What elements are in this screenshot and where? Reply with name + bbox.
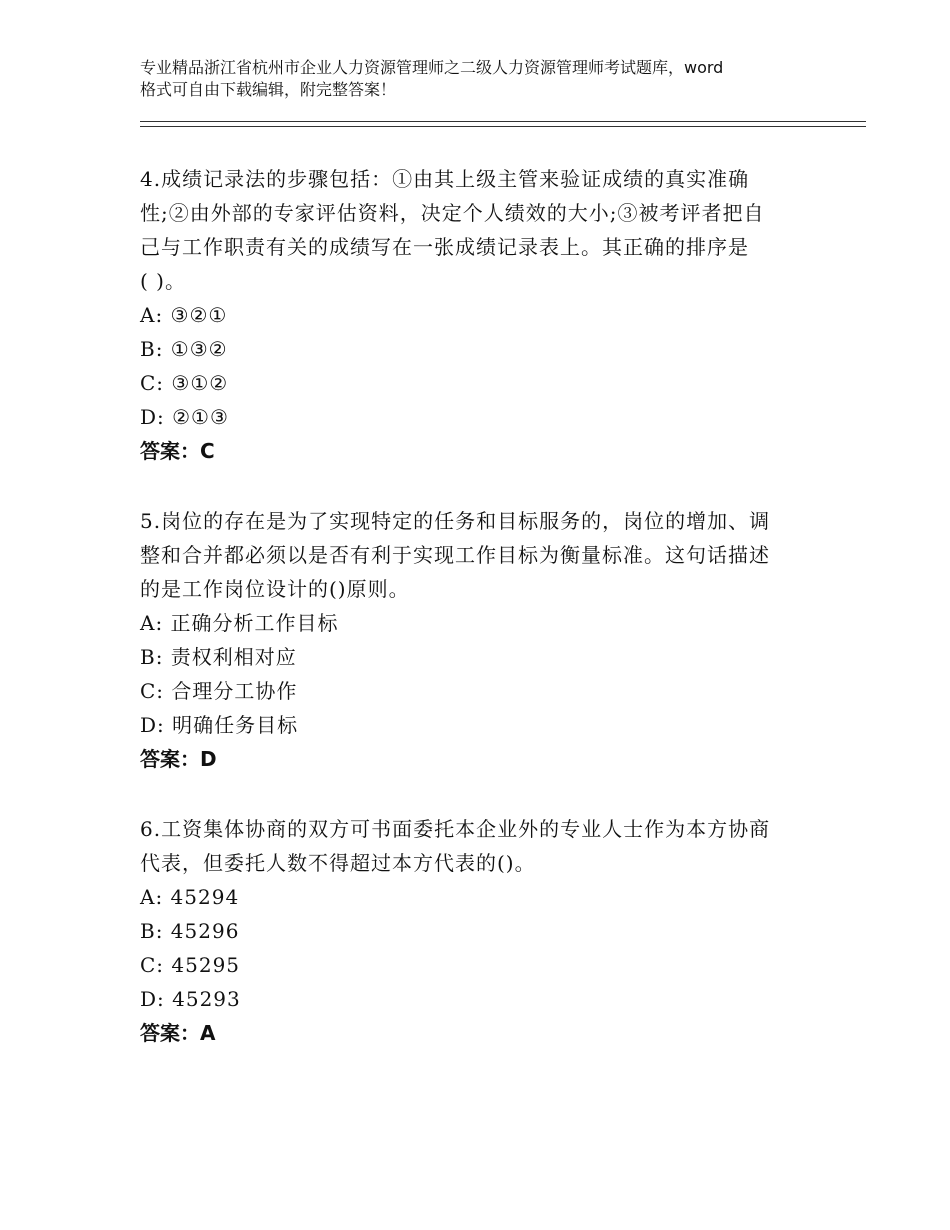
question-stem bbox=[140, 504, 820, 606]
option-c: C: 合理分工协作 bbox=[140, 679, 298, 703]
option-b: B: 45296 bbox=[140, 919, 240, 943]
stem-line: 5.岗位的存在是为了实现特定的任务和目标服务的，岗位的增加、调 bbox=[140, 509, 771, 533]
question-stem bbox=[140, 162, 820, 298]
stem-line: ( )。 bbox=[140, 269, 186, 293]
answer-label: 答案：A bbox=[140, 1021, 216, 1045]
header-divider bbox=[140, 121, 866, 127]
option-a: A: 45294 bbox=[140, 885, 240, 909]
question-5 bbox=[140, 504, 820, 776]
option-d: D: 明确任务目标 bbox=[140, 713, 299, 737]
stem-line: 性;②由外部的专家评估资料，决定个人绩效的大小;③被考评者把自 bbox=[140, 201, 765, 225]
option-b: B: 责权利相对应 bbox=[140, 645, 297, 669]
option-c: C: 45295 bbox=[140, 953, 241, 977]
option-c: C: ③①② bbox=[140, 371, 229, 395]
header-line: 专业精品浙江省杭州市企业人力资源管理师之二级人力资源管理师考试题库，word bbox=[140, 58, 724, 77]
stem-line: 的是工作岗位设计的()原则。 bbox=[140, 577, 410, 601]
option-b: B: ①③② bbox=[140, 337, 228, 361]
option-d: D: ②①③ bbox=[140, 405, 229, 429]
stem-line: 4.成绩记录法的步骤包括：①由其上级主管来验证成绩的真实准确 bbox=[140, 167, 750, 191]
stem-line: 6.工资集体协商的双方可书面委托本企业外的专业人士作为本方协商 bbox=[140, 817, 771, 841]
stem-line: 代表，但委托人数不得超过本方代表的()。 bbox=[140, 851, 536, 875]
stem-line: 整和合并都必须以是否有利于实现工作目标为衡量标准。这句话描述 bbox=[140, 543, 770, 567]
question-4 bbox=[140, 162, 820, 468]
option-d: D: 45293 bbox=[140, 987, 241, 1011]
option-a: A: 正确分析工作目标 bbox=[140, 611, 339, 635]
question-6 bbox=[140, 812, 820, 1050]
answer-label: 答案：C bbox=[140, 439, 215, 463]
option-a: A: ③②① bbox=[140, 303, 228, 327]
document-header bbox=[140, 57, 840, 101]
header-line: 格式可自由下载编辑，附完整答案！ bbox=[140, 80, 397, 99]
answer-label: 答案：D bbox=[140, 747, 217, 771]
question-stem bbox=[140, 812, 820, 880]
stem-line: 己与工作职责有关的成绩写在一张成绩记录表上。其正确的排序是 bbox=[140, 235, 749, 259]
